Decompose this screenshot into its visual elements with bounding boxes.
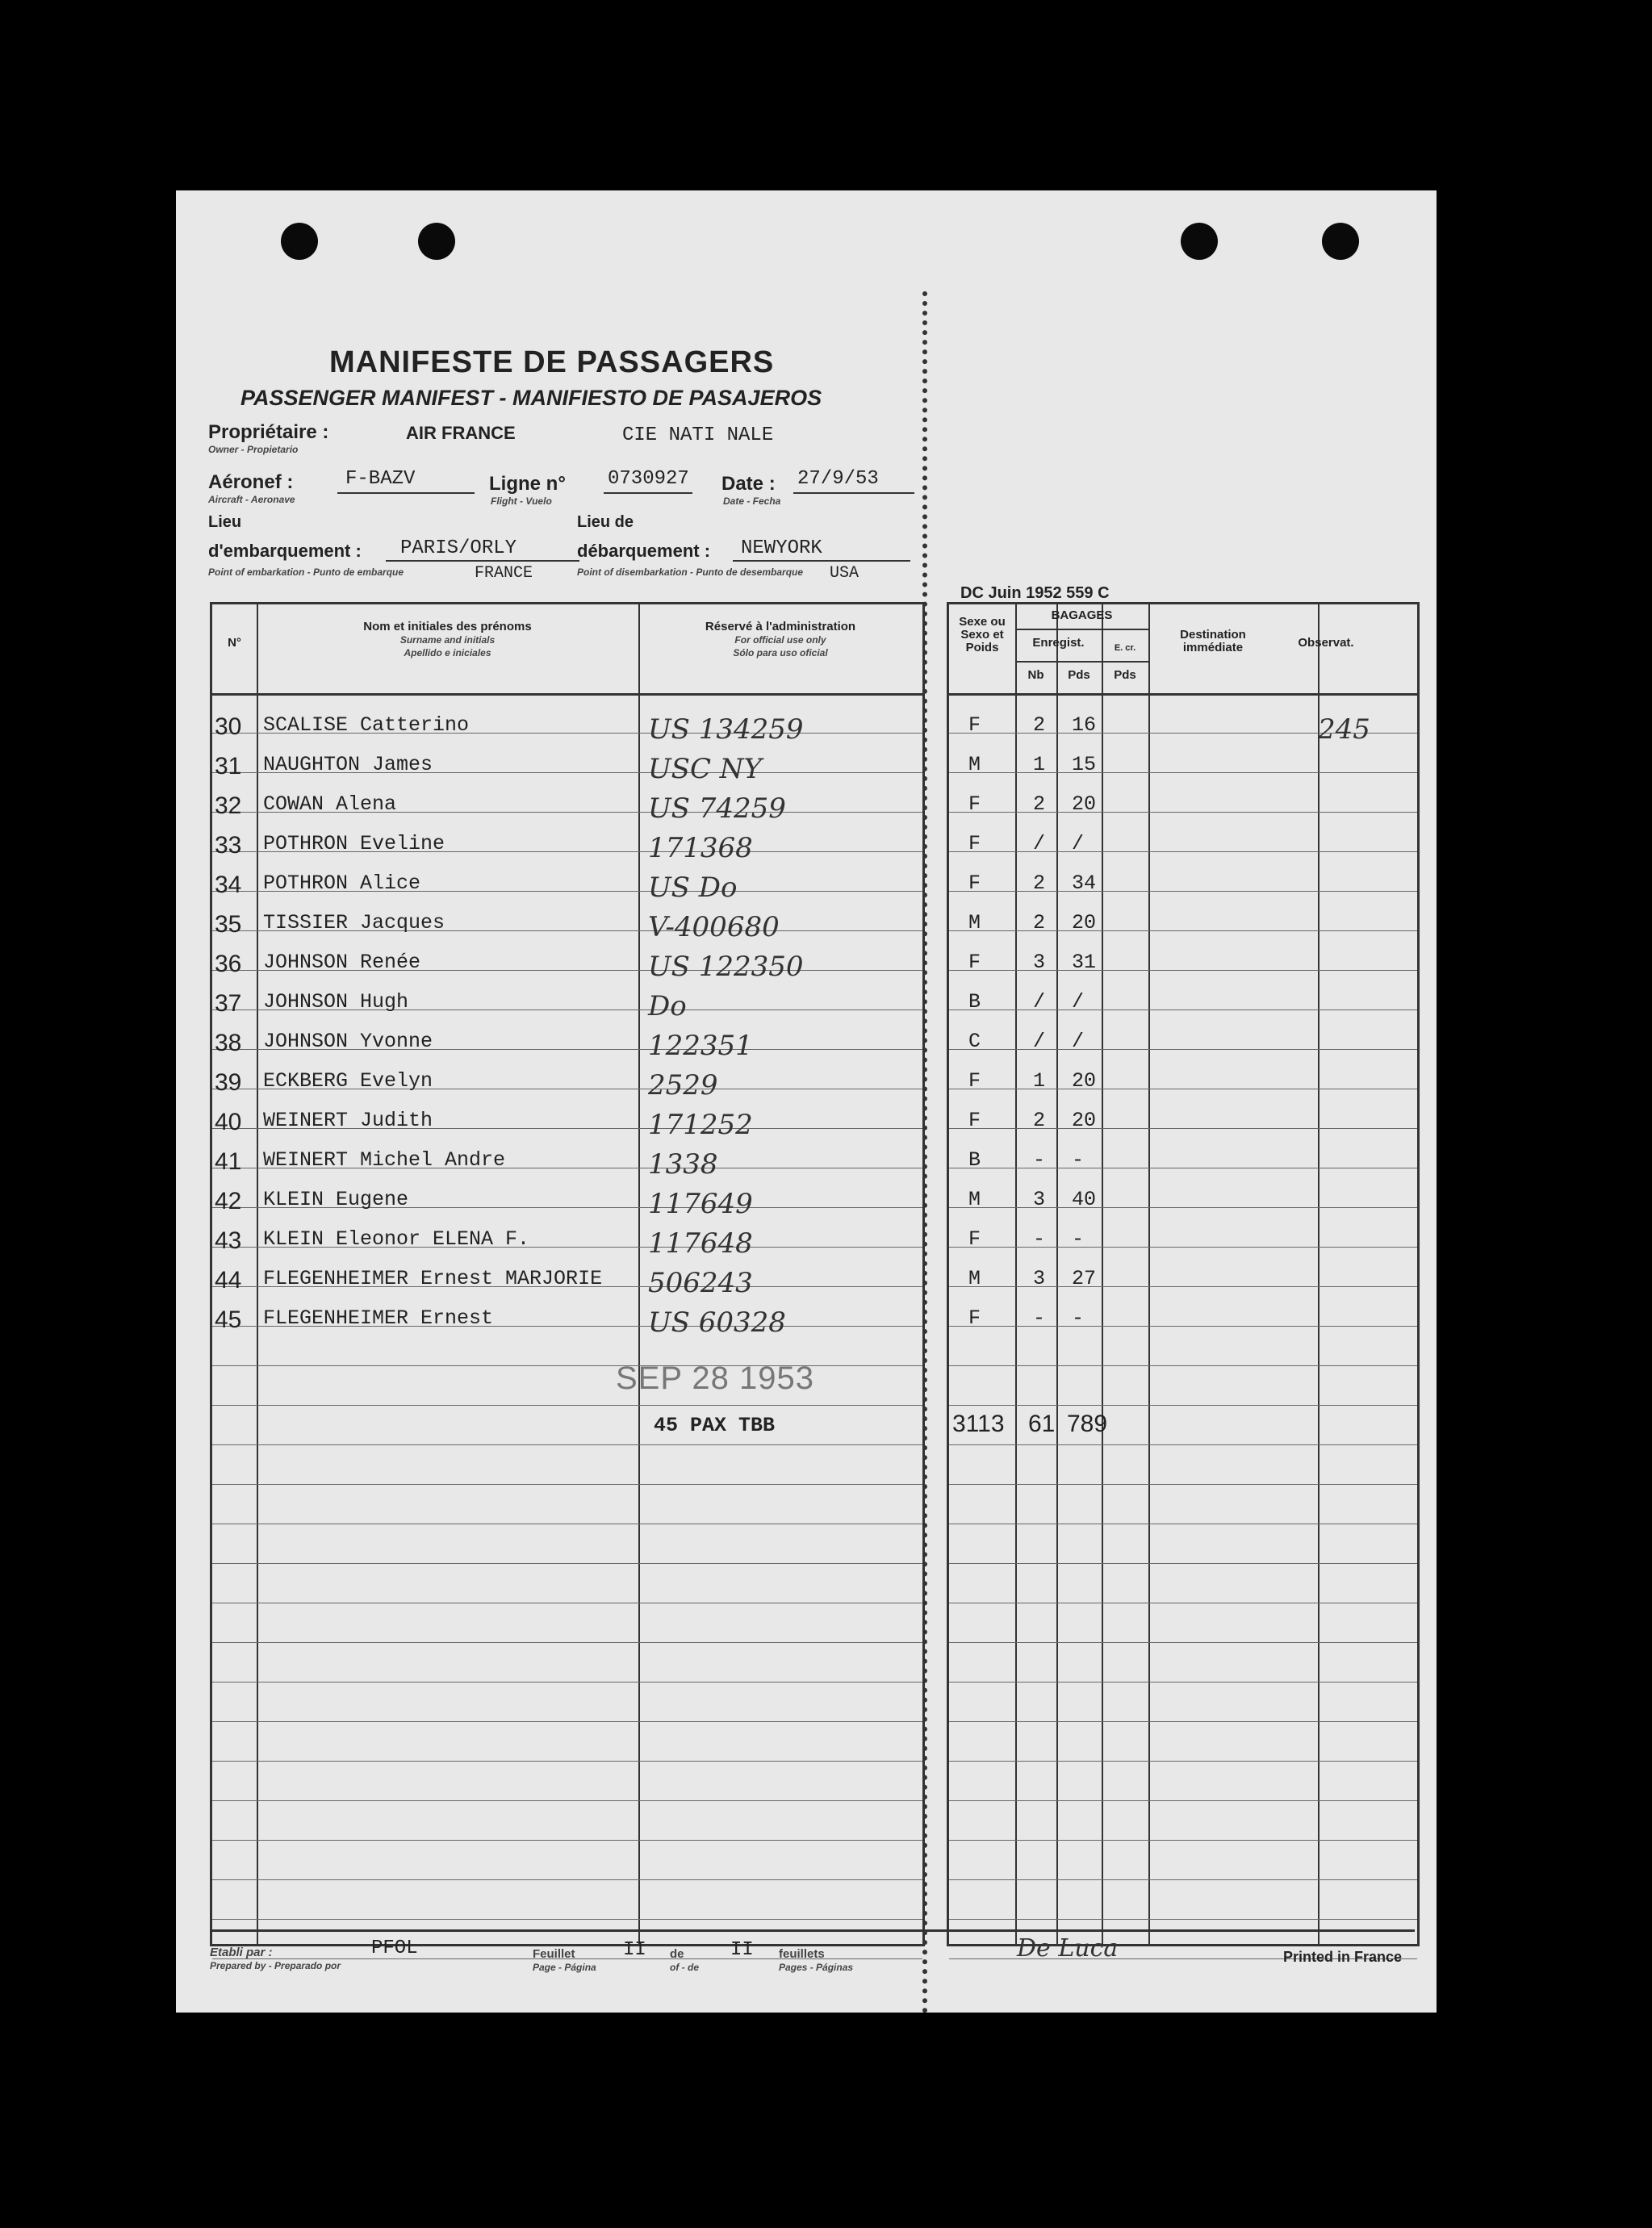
baggage-count: - — [1033, 1148, 1046, 1172]
baggage-count: / — [1033, 832, 1046, 855]
col-no: N° — [228, 636, 241, 650]
disembark-label-sub: Point of disembarkation - Punto de desembarque — [577, 566, 804, 578]
row-number: 39 — [215, 1069, 242, 1096]
disembark-label-1: Lieu de — [577, 513, 634, 531]
baggage-weight: / — [1072, 1030, 1085, 1053]
passenger-sex: F — [968, 832, 981, 855]
baggage-count: 3 — [1033, 1267, 1046, 1290]
disembark-underline — [733, 560, 910, 562]
table-row — [176, 1143, 1437, 1184]
table-row — [176, 867, 1437, 907]
row-rule — [949, 1563, 1417, 1564]
passenger-name: KLEIN Eugene — [263, 1188, 409, 1211]
row-rule — [949, 1642, 1417, 1643]
passenger-sex: M — [968, 753, 981, 776]
of-label: de — [670, 1947, 684, 1961]
row-rule — [949, 1919, 1417, 1920]
passenger-name: FLEGENHEIMER Ernest — [263, 1306, 494, 1330]
col-name — [257, 621, 638, 659]
table-row — [176, 1064, 1437, 1105]
baggage-count: 1 — [1033, 1069, 1046, 1093]
row-number: 34 — [215, 872, 242, 898]
table-row — [176, 985, 1437, 1026]
table-row — [176, 709, 1437, 749]
baggage-weight: / — [1072, 990, 1085, 1014]
row-rule — [212, 1405, 922, 1406]
passenger-name: POTHRON Eveline — [263, 832, 445, 855]
disembark-label-2: débarquement : — [577, 541, 711, 561]
admin-reference: US 134259 — [648, 713, 804, 746]
baggage-weight: 27 — [1072, 1267, 1097, 1290]
baggage-count: 2 — [1033, 713, 1046, 737]
passenger-name: JOHNSON Hugh — [263, 990, 409, 1014]
baggage-weight: 40 — [1072, 1188, 1097, 1211]
row-rule — [212, 1800, 922, 1801]
date-value: 27/9/53 — [797, 468, 879, 490]
col-nb: Nb — [1027, 668, 1044, 682]
row-number: 40 — [215, 1109, 242, 1135]
date-label: Date : — [721, 473, 776, 495]
row-number: 35 — [215, 911, 242, 938]
passenger-sex: F — [968, 1109, 981, 1132]
embark-underline — [386, 560, 579, 562]
embark-label-sub: Point of embarkation - Punto de embarque — [208, 566, 404, 578]
admin-reference: US 122350 — [648, 951, 804, 983]
sheet-label: Feuillet — [533, 1947, 575, 1961]
row-rule — [212, 1563, 922, 1564]
row-rule — [212, 1642, 922, 1643]
passenger-name: WEINERT Michel Andre — [263, 1148, 506, 1172]
aircraft-value: F-BAZV — [345, 468, 416, 490]
owner-label-sub: Owner - Propietario — [208, 444, 299, 455]
total-pds: 789 — [1067, 1411, 1108, 1437]
admin-reference: USC NY — [648, 753, 762, 785]
row-rule — [949, 1800, 1417, 1801]
passenger-name: TISSIER Jacques — [263, 911, 445, 934]
baggage-divider — [1015, 629, 1148, 630]
admin-reference: 171368 — [648, 832, 753, 864]
admin-reference: US Do — [648, 872, 738, 904]
table-row — [176, 906, 1437, 947]
date-label-sub: Date - Fecha — [723, 495, 781, 507]
table-row — [176, 1223, 1437, 1263]
col-name-sub1: Surname and initials — [399, 634, 496, 646]
signature: De Luca — [1017, 1934, 1119, 1963]
table-row — [176, 748, 1437, 788]
row-number: 43 — [215, 1227, 242, 1254]
row-number: 38 — [215, 1030, 242, 1056]
col-observ: Observat. — [1298, 636, 1354, 650]
baggage-weight: 20 — [1072, 792, 1097, 816]
passenger-name: NAUGHTON James — [263, 753, 433, 776]
col-destination: Destination immédiate — [1180, 628, 1246, 654]
passenger-name: JOHNSON Renée — [263, 951, 421, 974]
embark-country: FRANCE — [475, 564, 533, 583]
table-row — [176, 1302, 1437, 1342]
table-row — [176, 1183, 1437, 1223]
total-pax: 45 PAX TBB — [654, 1414, 776, 1437]
col-extra: E. cr. — [1114, 643, 1136, 653]
baggage-count: / — [1033, 1030, 1046, 1053]
sheet-label-sub: Page - Página — [533, 1962, 596, 1973]
baggage-count: 3 — [1033, 951, 1046, 974]
admin-reference: US 60328 — [648, 1306, 786, 1339]
total-nb: 61 — [1028, 1411, 1056, 1437]
admin-reference: 506243 — [648, 1267, 753, 1299]
row-rule — [212, 1444, 922, 1445]
row-rule — [212, 1761, 922, 1762]
col-registered: Enregist. — [1032, 636, 1085, 650]
col-extra-pds: Pds — [1114, 668, 1136, 682]
passenger-sex: F — [968, 1069, 981, 1093]
embark-label-2: d'embarquement : — [208, 541, 362, 561]
row-rule — [212, 1365, 922, 1366]
passenger-sex: B — [968, 990, 981, 1014]
passenger-sex: M — [968, 1188, 981, 1211]
baggage-weight: - — [1072, 1306, 1085, 1330]
passenger-sex: F — [968, 951, 981, 974]
table-row — [176, 788, 1437, 828]
owner-value: AIR FRANCE — [406, 423, 516, 443]
passenger-sex: F — [968, 872, 981, 895]
date-underline — [793, 492, 914, 494]
header-divider — [212, 693, 922, 696]
baggage-weight: 20 — [1072, 911, 1097, 934]
col-reserved-label: Réservé à l'administration — [705, 620, 856, 633]
aircraft-underline — [337, 492, 475, 494]
punch-hole — [418, 223, 455, 260]
admin-reference: 122351 — [648, 1030, 753, 1062]
row-number: 44 — [215, 1267, 242, 1294]
row-rule — [212, 1879, 922, 1880]
form-subtitle: PASSENGER MANIFEST - MANIFIESTO DE PASAJEROS — [240, 386, 822, 410]
row-rule — [949, 1484, 1417, 1485]
disembark-country: USA — [830, 564, 859, 583]
baggage-weight: - — [1072, 1148, 1085, 1172]
passenger-name: JOHNSON Yvonne — [263, 1030, 433, 1053]
baggage-count: - — [1033, 1227, 1046, 1251]
total-weight: 3113 — [952, 1411, 1005, 1437]
row-rule — [949, 1761, 1417, 1762]
row-number: 45 — [215, 1306, 242, 1333]
aircraft-label: Aéronef : — [208, 471, 294, 493]
prepared-value: PFOL — [371, 1937, 418, 1959]
baggage-weight: 20 — [1072, 1109, 1097, 1132]
admin-reference: V-400680 — [648, 911, 780, 943]
table-row — [176, 827, 1437, 867]
col-name-label: Nom et initiales des prénoms — [363, 620, 532, 633]
baggage-count: 3 — [1033, 1188, 1046, 1211]
row-number: 33 — [215, 832, 242, 859]
baggage-weight: / — [1072, 832, 1085, 855]
baggage-weight: 34 — [1072, 872, 1097, 895]
passenger-sex: C — [968, 1030, 981, 1053]
admin-reference: 171252 — [648, 1109, 753, 1141]
sheets-label: feuillets — [779, 1947, 825, 1961]
owner-label: Propriétaire : — [208, 421, 329, 443]
header-divider — [949, 693, 1417, 696]
admin-reference: Do — [648, 990, 687, 1022]
sheets-label-sub: Pages - Páginas — [779, 1962, 854, 1973]
punch-hole — [1181, 223, 1218, 260]
punch-hole — [281, 223, 318, 260]
form-code: DC Juin 1952 559 C — [960, 584, 1110, 602]
row-rule — [212, 1721, 922, 1722]
row-number: 32 — [215, 792, 242, 819]
baggage-count: / — [1033, 990, 1046, 1014]
baggage-count: 2 — [1033, 792, 1046, 816]
owner-extra: CIE NATI NALE — [622, 424, 774, 446]
row-rule — [949, 1879, 1417, 1880]
passenger-name: FLEGENHEIMER Ernest MARJORIE — [263, 1267, 603, 1290]
row-number: 36 — [215, 951, 242, 977]
baggage-weight: 31 — [1072, 951, 1097, 974]
col-reserved — [638, 621, 922, 659]
table-row — [176, 1262, 1437, 1302]
of-label-sub: of - de — [670, 1962, 699, 1973]
passenger-name: POTHRON Alice — [263, 872, 421, 895]
row-number: 30 — [215, 713, 242, 740]
of-value: II — [730, 1939, 754, 1961]
form-footer — [210, 1929, 1415, 1978]
passenger-sex: B — [968, 1148, 981, 1172]
prepared-label-sub: Prepared by - Preparado por — [210, 1960, 341, 1971]
row-number: 41 — [215, 1148, 242, 1175]
footer-divider — [210, 1929, 1415, 1932]
embark-value: PARIS/ORLY — [400, 537, 517, 559]
embark-label-1: Lieu — [208, 513, 242, 531]
baggage-weight: 16 — [1072, 713, 1097, 737]
baggage-weight: - — [1072, 1227, 1085, 1251]
flight-label-sub: Flight - Vuelo — [491, 495, 552, 507]
col-baggage: BAGAGES — [1051, 608, 1113, 622]
prepared-label: Etabli par : — [210, 1946, 273, 1959]
row-rule — [212, 1840, 922, 1841]
table-row — [176, 1104, 1437, 1144]
baggage-weight: 20 — [1072, 1069, 1097, 1093]
passenger-name: SCALISE Catterino — [263, 713, 470, 737]
date-stamp: SEP 28 1953 — [616, 1361, 815, 1396]
passenger-name: WEINERT Judith — [263, 1109, 433, 1132]
row-rule — [212, 1484, 922, 1485]
passenger-sex: F — [968, 1227, 981, 1251]
aircraft-label-sub: Aircraft - Aeronave — [208, 494, 295, 505]
baggage-count: 1 — [1033, 753, 1046, 776]
form-title: MANIFESTE DE PASSAGERS — [329, 345, 775, 379]
passenger-sex: F — [968, 792, 981, 816]
flight-underline — [604, 492, 692, 494]
col-name-sub2: Apellido e iniciales — [404, 647, 491, 658]
baggage-count: - — [1033, 1306, 1046, 1330]
col-sex: Sexe ou Sexo et Poids — [959, 615, 1006, 654]
baggage-count: 2 — [1033, 911, 1046, 934]
col-reserved-sub2: Sólo para uso oficial — [733, 647, 828, 658]
row-number: 37 — [215, 990, 242, 1017]
baggage-weight: 15 — [1072, 753, 1097, 776]
row-number: 31 — [215, 753, 242, 780]
baggage-count: 2 — [1033, 872, 1046, 895]
col-pds: Pds — [1068, 668, 1090, 682]
passenger-sex: F — [968, 713, 981, 737]
disembark-value: NEWYORK — [741, 537, 822, 559]
manifest-paper — [176, 190, 1437, 2013]
passenger-sex: M — [968, 911, 981, 934]
passenger-name: KLEIN Eleonor ELENA F. — [263, 1227, 530, 1251]
passenger-sex: M — [968, 1267, 981, 1290]
admin-reference: US 74259 — [648, 792, 786, 825]
row-number: 42 — [215, 1188, 242, 1214]
row-rule — [212, 1919, 922, 1920]
admin-reference: 1338 — [648, 1148, 718, 1181]
passenger-sex: F — [968, 1306, 981, 1330]
flight-value: 0730927 — [608, 468, 689, 490]
baggage-count: 2 — [1033, 1109, 1046, 1132]
table-row — [176, 946, 1437, 986]
admin-reference: 2529 — [648, 1069, 718, 1101]
passenger-name: ECKBERG Evelyn — [263, 1069, 433, 1093]
sheet-value: II — [623, 1939, 646, 1961]
admin-reference: 117649 — [648, 1188, 753, 1220]
printed-in-france: Printed in France — [1283, 1949, 1403, 1965]
row-rule — [949, 1365, 1417, 1366]
row-rule — [949, 1444, 1417, 1445]
table-row — [176, 1025, 1437, 1065]
row-rule — [949, 1721, 1417, 1722]
observation: 245 — [1318, 713, 1370, 746]
registered-divider — [1015, 661, 1148, 663]
punch-hole — [1322, 223, 1359, 260]
passenger-name: COWAN Alena — [263, 792, 397, 816]
row-rule — [949, 1840, 1417, 1841]
flight-label: Ligne n° — [489, 473, 566, 495]
col-reserved-sub1: For official use only — [734, 634, 826, 646]
row-rule — [949, 1405, 1417, 1406]
admin-reference: 117648 — [648, 1227, 753, 1260]
